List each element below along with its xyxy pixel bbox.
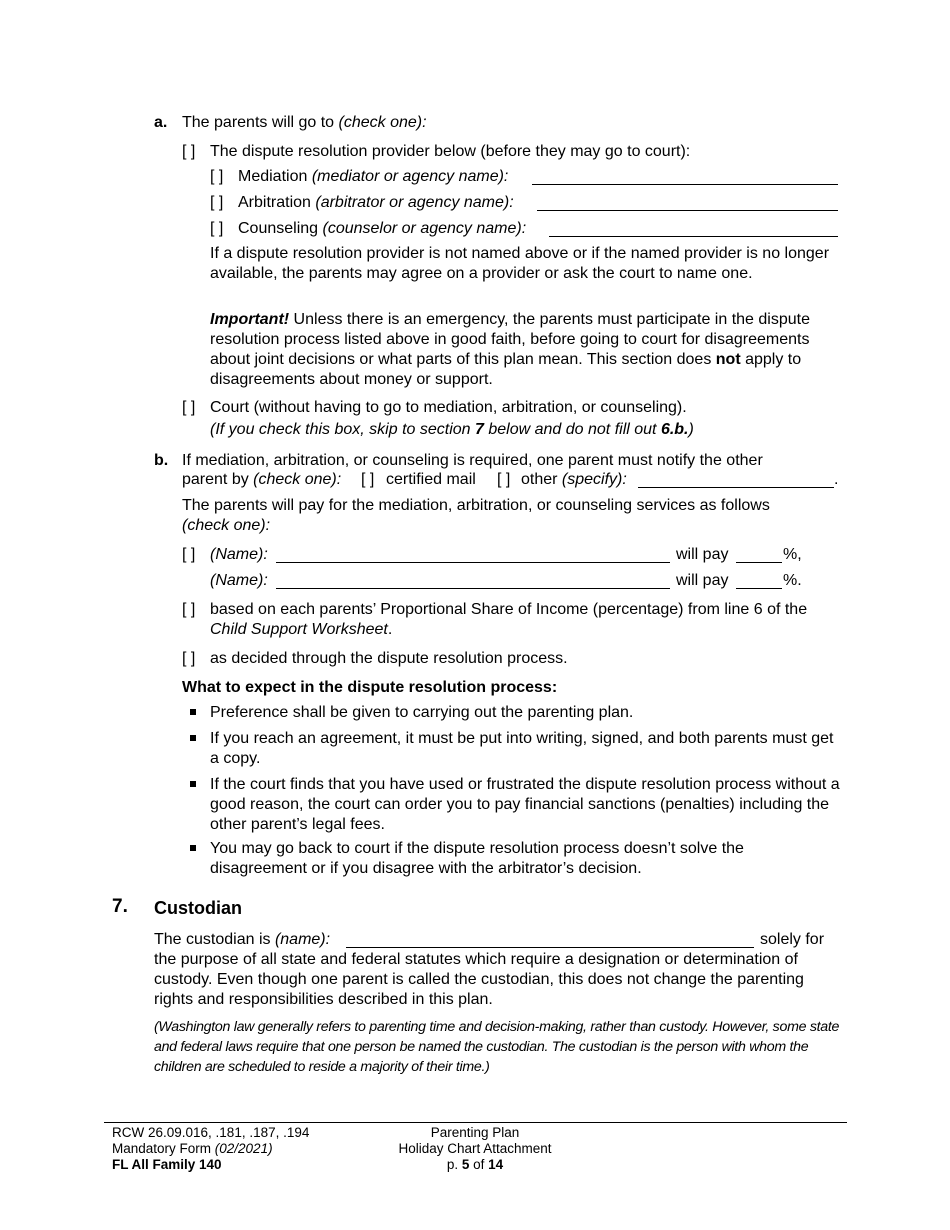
page-current: 5: [461, 1157, 470, 1172]
notify-line2: [182, 470, 341, 490]
mandatory-text: Mandatory Form: [112, 1141, 215, 1156]
footer-title-2: Holiday Chart Attachment: [398, 1141, 552, 1156]
page-of: of: [469, 1157, 489, 1172]
bullet-item-1: Preference shall be given to carrying out the parenting plan.: [210, 704, 634, 721]
provider-note: If a dispute resolution provider is not named above or if the named provider is no longer available, the parents may agree on a provider or ask the court to name one.: [210, 245, 830, 282]
arbitration-text: Arbitration: [238, 194, 316, 211]
worksheet-period: .: [387, 621, 393, 638]
counseling-text: Counseling: [238, 220, 323, 237]
split-checkbox[interactable]: [ ]: [182, 546, 196, 563]
court-note-text: (If you check this box, skip to section: [210, 421, 476, 438]
section-7-number: 7.: [112, 896, 128, 917]
worksheet-name: Child Support Worksheet: [210, 621, 388, 638]
name1-field[interactable]: [276, 562, 670, 563]
dispute-process-label: as decided through the dispute resolution process.: [210, 650, 568, 667]
other-italic: (specify):: [561, 471, 627, 488]
court-note-close: ): [688, 421, 694, 438]
counseling-name-field[interactable]: [549, 236, 838, 237]
footer-mandatory: [112, 1141, 273, 1157]
custodian-italic: (name):: [274, 931, 331, 948]
footer-divider: [104, 1122, 847, 1123]
percent1-suffix: %,: [783, 546, 802, 563]
mediation-checkbox[interactable]: [ ]: [210, 168, 224, 185]
important-paragraph: [210, 310, 835, 390]
custodian-line1: [154, 930, 330, 950]
arbitration-italic: (arbitrator or agency name):: [315, 194, 514, 211]
arbitration-label: [238, 193, 514, 213]
mediation-label: [238, 167, 508, 187]
mediation-text: Mediation: [238, 168, 312, 185]
percent2-field[interactable]: [736, 588, 782, 589]
pay-line1: The parents will pay for the mediation, arbitration, or counseling services as follows: [182, 497, 770, 514]
important-label: Important!: [210, 311, 290, 328]
mediation-italic: (mediator or agency name):: [311, 168, 509, 185]
other-label: [521, 470, 627, 490]
arbitration-checkbox[interactable]: [ ]: [210, 194, 224, 211]
bullet-icon: [190, 709, 196, 715]
custodian-name-field[interactable]: [346, 947, 754, 948]
section-7-title: Custodian: [154, 898, 242, 918]
court-note-6b: 6.b.: [660, 421, 689, 438]
custodian-body: the purpose of all state and federal statutes which require a designation or determination of custody. Even though one parent is called the custodian, this does not change the parenting rights and responsibilities described in this plan.: [154, 951, 804, 1008]
mediation-name-field[interactable]: [532, 184, 838, 185]
court-note-text-2: below and do not fill out: [483, 421, 661, 438]
custodian-note: (Washington law generally refers to parenting time and decision-making, rather than custody. However, some state and federal laws require that one person be named the custodian. The custodian is the person with whom the children are scheduled to reside a majority of their time.): [154, 1019, 840, 1075]
intro-italic: (check one):: [338, 114, 427, 131]
counseling-checkbox[interactable]: [ ]: [210, 220, 224, 237]
proportional-checkbox[interactable]: [ ]: [182, 601, 196, 618]
notify-text: parent by: [182, 471, 254, 488]
important-not: not: [715, 351, 741, 368]
certified-mail-checkbox[interactable]: [ ]: [361, 471, 375, 488]
counseling-label: [238, 219, 526, 239]
custodian-text: The custodian is: [154, 931, 275, 948]
bullet-icon: [190, 845, 196, 851]
page-p: p.: [446, 1157, 462, 1172]
percent2-suffix: %.: [783, 572, 802, 589]
footer-form-id: FL All Family 140: [112, 1157, 222, 1172]
page-total: 14: [488, 1157, 504, 1172]
court-label: Court (without having to go to mediation, arbitration, or counseling).: [210, 399, 687, 416]
court-note: [210, 420, 694, 440]
option-provider-checkbox[interactable]: [ ]: [182, 143, 196, 160]
pay-line2: (check one):: [182, 517, 271, 534]
percent1-field[interactable]: [736, 562, 782, 563]
other-specify-field[interactable]: [638, 487, 834, 488]
name2-field[interactable]: [276, 588, 670, 589]
name2-label: (Name):: [210, 572, 268, 589]
other-text: other: [521, 471, 562, 488]
important-text: Unless there is an emergency, the parents must participate in the dispute resolution process listed above in good faith, before going to court for disagreements about joint decisions or what parts of this plan mean. This section does: [210, 311, 810, 368]
other-checkbox[interactable]: [ ]: [497, 471, 511, 488]
bullet-icon: [190, 781, 196, 787]
important-text-end: apply to disagreements about money or support.: [210, 351, 802, 388]
expect-heading: What to expect in the dispute resolution process:: [182, 679, 558, 696]
other-period: .: [834, 471, 839, 488]
section-a-intro: [182, 113, 427, 133]
court-checkbox[interactable]: [ ]: [182, 399, 196, 416]
custodian-solely: solely for: [760, 931, 825, 948]
notify-italic: (check one):: [253, 471, 342, 488]
court-note-section7: 7: [475, 421, 484, 438]
section-b-marker: b.: [154, 452, 169, 469]
section-a-marker: a.: [154, 114, 168, 131]
footer-page-number: [375, 1157, 575, 1173]
notify-line1: If mediation, arbitration, or counseling is required, one parent must notify the other: [182, 452, 763, 469]
will-pay-2: will pay: [676, 572, 729, 589]
counseling-italic: (counselor or agency name):: [322, 220, 527, 237]
option-provider-label: The dispute resolution provider below (before they may go to court):: [210, 143, 691, 160]
mandatory-date: (02/2021): [214, 1141, 273, 1156]
name1-label: (Name):: [210, 546, 268, 563]
proportional-line1: based on each parents’ Proportional Share of Income (percentage) from line 6 of the: [210, 601, 808, 618]
proportional-line2: [210, 620, 392, 640]
footer-rcw: RCW 26.09.016, .181, .187, .194: [112, 1125, 310, 1140]
bullet-item-3: If the court finds that you have used or frustrated the dispute resolution process without a good reason, the court can order you to pay financial sanctions (penalties) including the other parent’s legal fees.: [210, 776, 840, 833]
intro-text: The parents will go to: [182, 114, 339, 131]
bullet-icon: [190, 735, 196, 741]
dispute-process-checkbox[interactable]: [ ]: [182, 650, 196, 667]
certified-mail-label: certified mail: [386, 471, 476, 488]
arbitration-name-field[interactable]: [537, 210, 838, 211]
will-pay-1: will pay: [676, 546, 729, 563]
bullet-item-2: If you reach an agreement, it must be put into writing, signed, and both parents must get a copy.: [210, 730, 834, 767]
footer-title-1: Parenting Plan: [430, 1125, 520, 1140]
bullet-item-4: You may go back to court if the dispute resolution process doesn’t solve the disagreement or if you disagree with the arbitrator’s decision.: [210, 840, 744, 877]
